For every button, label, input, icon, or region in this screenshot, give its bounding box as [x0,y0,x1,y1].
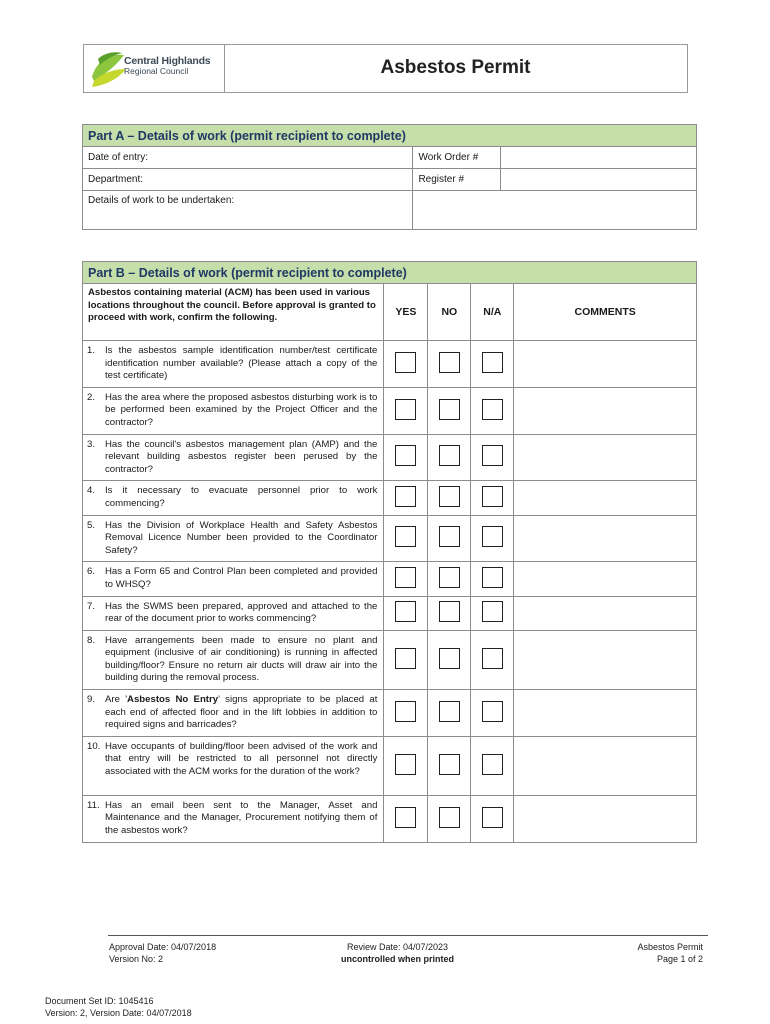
checkbox-cell-no [428,341,471,388]
question-text: Has the area where the proposed asbestos disturbing work is to be performed been examined by the Project Officer and the contractor? [105,391,378,428]
checkbox-cell-no [428,481,471,515]
logo-text-line1: Central Highlands [124,55,211,67]
column-na-header: N/A [471,284,514,341]
checkbox-cell-na [471,596,514,630]
checkbox-no[interactable] [439,486,460,507]
footer-doc-name: Asbestos Permit [637,942,703,952]
checkbox-na[interactable] [482,648,503,669]
checkbox-cell-na [471,795,514,842]
question-text [105,694,377,732]
question-text: Has an email been sent to the Manager, Asset and Maintenance and the Manager, Procurement notifying them of the asbestos work? [105,799,378,837]
checkbox-na[interactable] [482,567,503,588]
comments-field[interactable] [514,596,697,630]
checkbox-yes[interactable] [395,526,416,547]
checkbox-no[interactable] [439,701,460,722]
comments-field[interactable] [514,515,697,562]
checkbox-cell-na [471,630,514,689]
checkbox-cell-yes [384,434,428,481]
part-b-heading-row [83,262,697,284]
footer-right [560,941,703,965]
part-a-heading: Part A – Details of work (permit recipient to complete) [83,125,697,147]
question-cell [83,341,384,388]
footer-divider [108,935,708,936]
part-b-heading: Part B – Details of work (permit recipient to complete) [83,262,697,284]
part-b-intro: Asbestos containing material (ACM) has been used in various locations throughout the council. Before approval is granted to proceed with work, confirm the following. [83,284,384,341]
register-label: Register # [413,169,501,191]
checkbox-cell-yes [384,596,428,630]
checkbox-cell-na [471,736,514,795]
date-of-entry-label: Date of entry: [88,152,149,163]
footer-center [300,941,495,965]
checkbox-cell-yes [384,387,428,434]
comments-field[interactable] [514,341,697,388]
question-row [83,630,697,689]
checkbox-cell-na [471,515,514,562]
checkbox-no[interactable] [439,648,460,669]
column-no-header: NO [428,284,471,341]
review-date: Review Date: 04/07/2023 [346,942,449,952]
question-text: Have arrangements been made to ensure no plant and equipment (inclusive of air conditioning) is running in affected building/floor? Ensure no return air ducts will draw air into the building during the removal process. [105,634,378,684]
checkbox-yes[interactable] [395,754,416,775]
checkbox-cell-yes [384,795,428,842]
logo-leaf-icon [88,47,128,91]
question-cell [83,387,384,434]
checkbox-no[interactable] [439,807,460,828]
checkbox-yes[interactable] [395,399,416,420]
checkbox-yes[interactable] [395,445,416,466]
comments-field[interactable] [514,795,697,842]
document-set-id: Document Set ID: 1045416 [45,996,154,1006]
question-row [83,596,697,630]
question-cell [83,736,384,795]
checkbox-cell-yes [384,562,428,596]
document-meta [45,995,192,1019]
question-cell [83,795,384,842]
comments-field[interactable] [514,562,697,596]
checkbox-na[interactable] [482,445,503,466]
checkbox-cell-yes [384,515,428,562]
checkbox-na[interactable] [482,701,503,722]
logo-text-line2: Regional Council [124,66,189,76]
details-of-work-field[interactable] [413,191,697,230]
checkbox-yes[interactable] [395,352,416,373]
checkbox-na[interactable] [482,526,503,547]
question-cell [83,434,384,481]
checkbox-yes[interactable] [395,648,416,669]
question-text: Have occupants of building/floor been advised of the work and that entry will be restricted to all personnel not directly associated with the ACM works for the duration of the work? [105,740,378,778]
question-cell [83,562,384,596]
checkbox-cell-yes [384,630,428,689]
comments-field[interactable] [514,630,697,689]
checkbox-cell-no [428,736,471,795]
question-number: 3. [87,438,96,450]
question-row [83,795,697,842]
question-row [83,736,697,795]
checkbox-cell-na [471,562,514,596]
checkbox-na[interactable] [482,601,503,622]
question-row [83,515,697,562]
checkbox-cell-no [428,562,471,596]
part-a-table [82,124,697,230]
checkbox-no[interactable] [439,399,460,420]
checkbox-na[interactable] [482,486,503,507]
checkbox-cell-na [471,690,514,737]
question-number: 11. [87,799,100,811]
question-number: 4. [87,485,96,497]
checkbox-cell-yes [384,481,428,515]
comments-field[interactable] [514,387,697,434]
page-number: Page 1 of 2 [656,954,703,964]
comments-field[interactable] [514,736,697,795]
checkbox-cell-yes [384,736,428,795]
checkbox-no[interactable] [439,754,460,775]
question-cell [83,515,384,562]
checkbox-yes[interactable] [395,807,416,828]
comments-field[interactable] [514,481,697,515]
question-cell [83,690,384,737]
department-label: Department: [88,174,144,185]
question-number: 8. [87,634,96,646]
comments-field[interactable] [514,690,697,737]
question-cell [83,481,384,515]
question-row [83,341,697,388]
page-title: Asbestos Permit [380,57,531,78]
part-a-heading-row [83,125,697,147]
checkbox-no[interactable] [439,352,460,373]
checkbox-cell-no [428,387,471,434]
question-row [83,387,697,434]
checkbox-yes[interactable] [395,567,416,588]
checkbox-yes[interactable] [395,601,416,622]
question-text: Is it necessary to evacuate personnel prior to work commencing? [105,485,378,509]
part-b-table [82,261,697,843]
question-text: Has a Form 65 and Control Plan been completed and provided to WHSQ? [105,566,378,590]
checkbox-na[interactable] [482,754,503,775]
checkbox-cell-no [428,690,471,737]
checkbox-na[interactable] [482,399,503,420]
council-logo [84,45,225,92]
checkbox-cell-no [428,596,471,630]
checkbox-cell-na [471,341,514,388]
checkbox-cell-yes [384,341,428,388]
question-number: 6. [87,566,96,578]
question-text-emphasis: Asbestos No Entry [127,694,219,706]
checkbox-cell-na [471,481,514,515]
question-text: Has the council's asbestos management plan (AMP) and the relevant building asbestos register been perused by the contractor? [105,438,378,475]
checkbox-cell-na [471,434,514,481]
question-row [83,562,697,596]
work-order-label: Work Order # [413,147,501,169]
document-header [83,44,688,93]
comments-field[interactable] [514,434,697,481]
question-row [83,434,697,481]
checkbox-cell-no [428,630,471,689]
checkbox-cell-no [428,795,471,842]
checkbox-na[interactable] [482,807,503,828]
approval-date: Approval Date: 04/07/2018 [109,942,217,952]
question-number: 5. [87,519,96,531]
register-field[interactable] [501,169,697,191]
checkbox-cell-na [471,387,514,434]
checkbox-yes[interactable] [395,486,416,507]
checkbox-no[interactable] [439,601,460,622]
question-text: Has the Division of Workplace Health and Safety Asbestos Removal Licence Number been provided to the Coordinator Safety? [105,519,378,556]
details-of-work-label: Details of work to be undertaken: [83,191,413,230]
footer-left [109,941,216,965]
question-cell [83,596,384,630]
version-no: Version No: 2 [109,954,164,964]
question-text-part: ' signs appropriate to be placed at each end of affected floor and in the lift lobbies in addition to required signs and barricades? [105,694,378,731]
department-field[interactable] [83,169,413,191]
question-number: 9. [87,694,96,706]
question-number: 10. [87,740,101,752]
checkbox-cell-no [428,515,471,562]
question-number: 7. [87,600,96,612]
column-yes-header: YES [384,284,428,341]
checkbox-na[interactable] [482,352,503,373]
question-text: Is the asbestos sample identification number/test certificate identification number available? (Please attach a copy of the test certificate) [105,345,378,382]
question-cell [83,630,384,689]
question-text-part: Are ' [105,694,128,706]
uncontrolled-notice: uncontrolled when printed [341,954,454,964]
work-order-field[interactable] [501,147,697,169]
checkbox-no[interactable] [439,526,460,547]
question-number: 2. [87,391,96,403]
question-row [83,690,697,737]
checkbox-yes[interactable] [395,701,416,722]
checkbox-cell-yes [384,690,428,737]
checkbox-cell-no [428,434,471,481]
version-date: Version: 2, Version Date: 04/07/2018 [45,1008,192,1018]
column-comments-header: COMMENTS [514,284,697,341]
question-number: 1. [87,345,96,356]
question-text: Has the SWMS been prepared, approved and attached to the rear of the document prior to works commencing? [105,600,378,625]
checkbox-no[interactable] [439,445,460,466]
question-row [83,481,697,515]
checkbox-no[interactable] [439,567,460,588]
date-of-entry-field[interactable] [83,147,413,169]
